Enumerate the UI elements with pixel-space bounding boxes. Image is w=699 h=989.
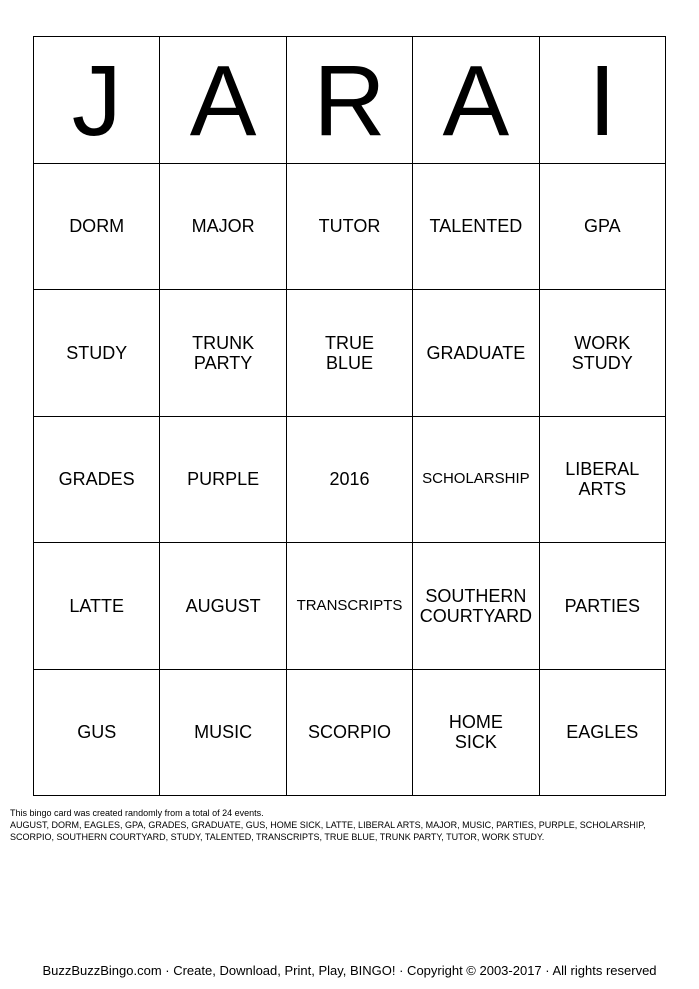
bingo-cell: WORK STUDY: [540, 290, 666, 417]
bingo-cell: 2016: [287, 417, 413, 544]
bingo-cell: TRUE BLUE: [287, 290, 413, 417]
header-letter: J: [34, 37, 160, 164]
bingo-cell: LATTE: [34, 543, 160, 670]
bingo-cell: STUDY: [34, 290, 160, 417]
bingo-cell: SCORPIO: [287, 670, 413, 797]
bingo-cell: HOME SICK: [413, 670, 539, 797]
bingo-cell: TRUNK PARTY: [160, 290, 286, 417]
bingo-cell: PARTIES: [540, 543, 666, 670]
footer-text: BuzzBuzzBingo.com · Create, Download, Print, Play, BINGO! · Copyright © 2003-2017 · All rights reserved: [42, 963, 657, 978]
bingo-cell: TUTOR: [287, 164, 413, 291]
bingo-cell: SCHOLARSHIP: [413, 417, 539, 544]
bingo-card: [33, 36, 666, 796]
header-letter: I: [540, 37, 666, 164]
header-letter: A: [413, 37, 539, 164]
bingo-cell: MAJOR: [160, 164, 286, 291]
bingo-cell: EAGLES: [540, 670, 666, 797]
events-list-text: AUGUST, DORM, EAGLES, GPA, GRADES, GRADUATE, GUS, HOME SICK, LATTE, LIBERAL ARTS, MAJOR, MUSIC, PARTIES, PURPLE, SCHOLARSHIP, SCORPIO, SOUTHERN COURTYARD, STUDY, TALENTED, TRANSCRIPTS, TRUE BLUE, TRUNK PARTY, TUTOR, WORK STUDY.: [10, 820, 646, 842]
events-info: [10, 807, 690, 843]
bingo-cell: GRADUATE: [413, 290, 539, 417]
bingo-cell: AUGUST: [160, 543, 286, 670]
bingo-cell: GPA: [540, 164, 666, 291]
bingo-cell: LIBERAL ARTS: [540, 417, 666, 544]
bingo-cell: SOUTHERN COURTYARD: [413, 543, 539, 670]
events-count-text: This bingo card was created randomly from a total of 24 events.: [10, 808, 264, 818]
header-letter: R: [287, 37, 413, 164]
bingo-cell: GUS: [34, 670, 160, 797]
bingo-cell: DORM: [34, 164, 160, 291]
bingo-cell: TALENTED: [413, 164, 539, 291]
bingo-cell: GRADES: [34, 417, 160, 544]
header-letter: A: [160, 37, 286, 164]
bingo-cell: MUSIC: [160, 670, 286, 797]
bingo-cell: PURPLE: [160, 417, 286, 544]
bingo-cell: TRANSCRIPTS: [287, 543, 413, 670]
